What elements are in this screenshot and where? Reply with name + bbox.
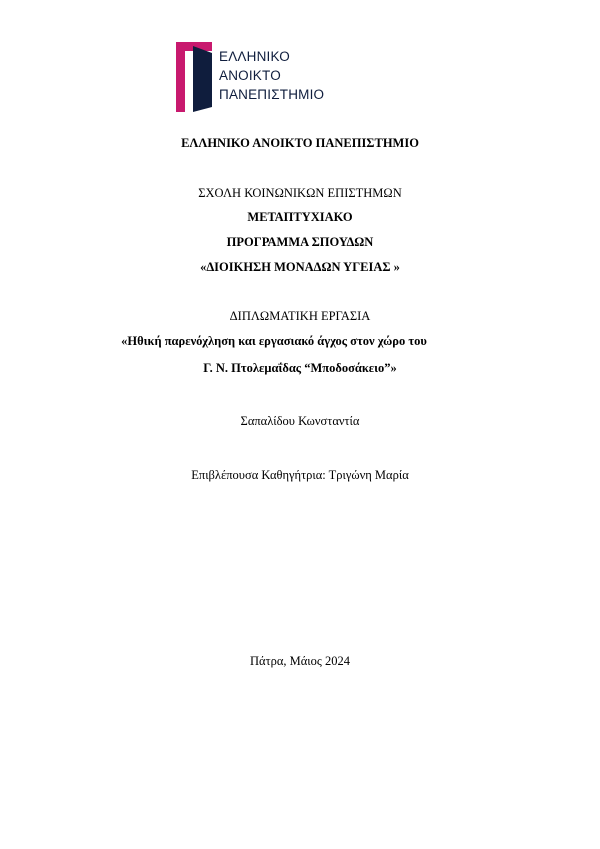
school-name: ΣΧΟΛΗ ΚΟΙΝΩΝΙΚΩΝ ΕΠΙΣΤΗΜΩΝ [198,186,402,200]
place-date: Πάτρα, Μάιος 2024 [250,654,350,668]
thesis-title-line-2: Γ. Ν. Πτολεμαΐδας “Μποδοσάκειο”» [203,361,397,375]
program-line-1: ΜΕΤΑΠΤΥΧΙΑΚΟ [247,210,353,224]
thesis-title-line-1: «Ηθική παρενόχληση και εργασιακό άγχος στον χώρο του [121,334,427,348]
supervisor: Επιβλέπουσα Καθηγήτρια: Τριγώνη Μαρία [191,468,409,482]
program-line-2: ΠΡΟΓΡΑΜΜΑ ΣΠΟΥΔΩΝ [226,235,374,249]
logo-line-1: ΕΛΛΗΝΙΚΟ [219,49,290,64]
thesis-type: ΔΙΠΛΩΜΑΤΙΚΗ ΕΡΓΑΣΙΑ [229,309,371,323]
logo-wordmark [219,47,324,104]
university-logo [174,40,364,114]
university-name: ΕΛΛΗΝΙΚΟ ΑΝΟΙΚΤΟ ΠΑΝΕΠΙΣΤΗΜΙΟ [181,136,419,150]
logo-line-3: ΠΑΝΕΠΙΣΤΗΜΙΟ [219,87,325,102]
program-line-3: «ΔΙΟΙΚΗΣΗ ΜΟΝΑΔΩΝ ΥΓΕΙΑΣ » [200,260,400,274]
logo-line-2: ΑΝΟΙΚΤΟ [219,68,281,83]
author-name: Σαπαλίδου Κωνσταντία [240,414,360,428]
